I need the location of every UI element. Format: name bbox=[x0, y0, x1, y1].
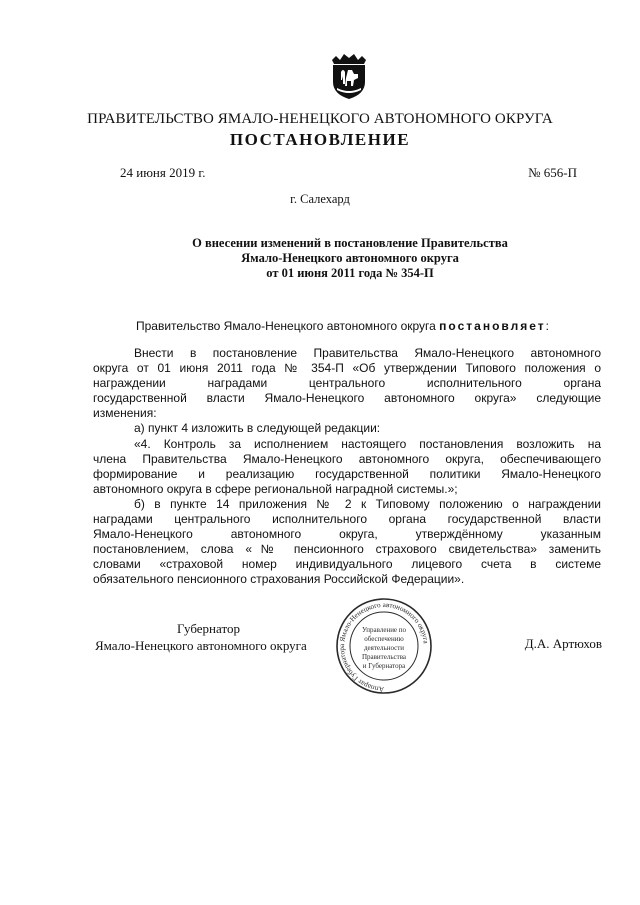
body-line: постановлением, слова «№ пенсионного страхового свидетельства» заменить bbox=[93, 542, 601, 557]
document-date: 24 июня 2019 г. bbox=[120, 165, 206, 180]
preamble bbox=[136, 319, 549, 333]
subject-line: О внесении изменений в постановление Правительства bbox=[192, 236, 508, 250]
document-type: ПОСТАНОВЛЕНИЕ bbox=[229, 130, 411, 149]
body-line: словами «страховой номер индивидуального лицевого счета в системе bbox=[93, 557, 601, 572]
signatory-title: Губернатор bbox=[177, 621, 240, 636]
subject-line: от 01 июня 2011 года № 354-П bbox=[266, 266, 434, 280]
body-line: формирование и реализацию государственной политики Ямало-Ненецкого bbox=[93, 466, 601, 481]
stamp-inner-line: и Губернатора bbox=[362, 662, 406, 670]
subject-line: Ямало-Ненецкого автономного округа bbox=[241, 251, 459, 265]
signatory-region: Ямало-Ненецкого автономного округа bbox=[95, 638, 307, 653]
stamp-inner-line: деятельности bbox=[363, 644, 405, 652]
yanao-coat-of-arms-icon bbox=[328, 50, 370, 100]
document-number: № 656-П bbox=[528, 165, 577, 180]
body-line: «4. Контроль за исполнением настоящего постановления возложить на bbox=[134, 436, 601, 451]
body-line: награждении наградами центрального исполнительного органа bbox=[93, 376, 601, 391]
body-line: а) пункт 4 изложить в следующей редакции: bbox=[134, 421, 381, 436]
body-line: наградами центрального исполнительного органа государственной власти bbox=[93, 512, 601, 527]
body-line: обязательного пенсионного страхования Российской Федерации». bbox=[93, 572, 465, 587]
official-stamp bbox=[333, 597, 435, 695]
stamp-inner-line: Правительства bbox=[361, 653, 407, 661]
stamp-outer-text: Аппарат Губернатора Ямало-Ненецкого автономного округа bbox=[337, 600, 430, 694]
body-line: члена Правительства Ямало-Ненецкого автономного округа, обеспечивающего bbox=[93, 451, 601, 466]
government-title: ПРАВИТЕЛЬСТВО ЯМАЛО-НЕНЕЦКОГО АВТОНОМНОГО ОКРУГА bbox=[87, 111, 553, 127]
body-line: государственной власти Ямало-Ненецкого автономного округа» следующие bbox=[93, 391, 601, 406]
body-line: изменения: bbox=[93, 406, 157, 421]
preamble-colon: : bbox=[545, 319, 549, 333]
preamble-keyword: постановляет bbox=[439, 319, 546, 333]
document-subject bbox=[100, 236, 600, 281]
stamp-inner-line: Управление по bbox=[361, 626, 407, 634]
signatory-position bbox=[95, 620, 307, 654]
body-line: Внести в постановление Правительства Ямало-Ненецкого автономного bbox=[134, 346, 601, 360]
preamble-text: Правительство Ямало-Ненецкого автономного округа bbox=[136, 319, 436, 333]
document-city: г. Салехард bbox=[290, 192, 350, 206]
body-line: Ямало-Ненецкого автономного округа, утверждённому указанным bbox=[93, 527, 601, 542]
stamp-inner-line: обеспечению bbox=[364, 635, 404, 643]
body-line: б) в пункте 14 приложения № 2 к Типовому положению о награждении bbox=[134, 496, 601, 511]
body-line: автономного округа в сфере региональной наградной системы.»; bbox=[93, 481, 458, 496]
signatory-name: Д.А. Артюхов bbox=[524, 636, 602, 651]
body-line: округа от 01 июня 2011 года № 354-П «Об утверждении Типового положения о bbox=[93, 361, 601, 376]
document-body bbox=[93, 346, 601, 588]
